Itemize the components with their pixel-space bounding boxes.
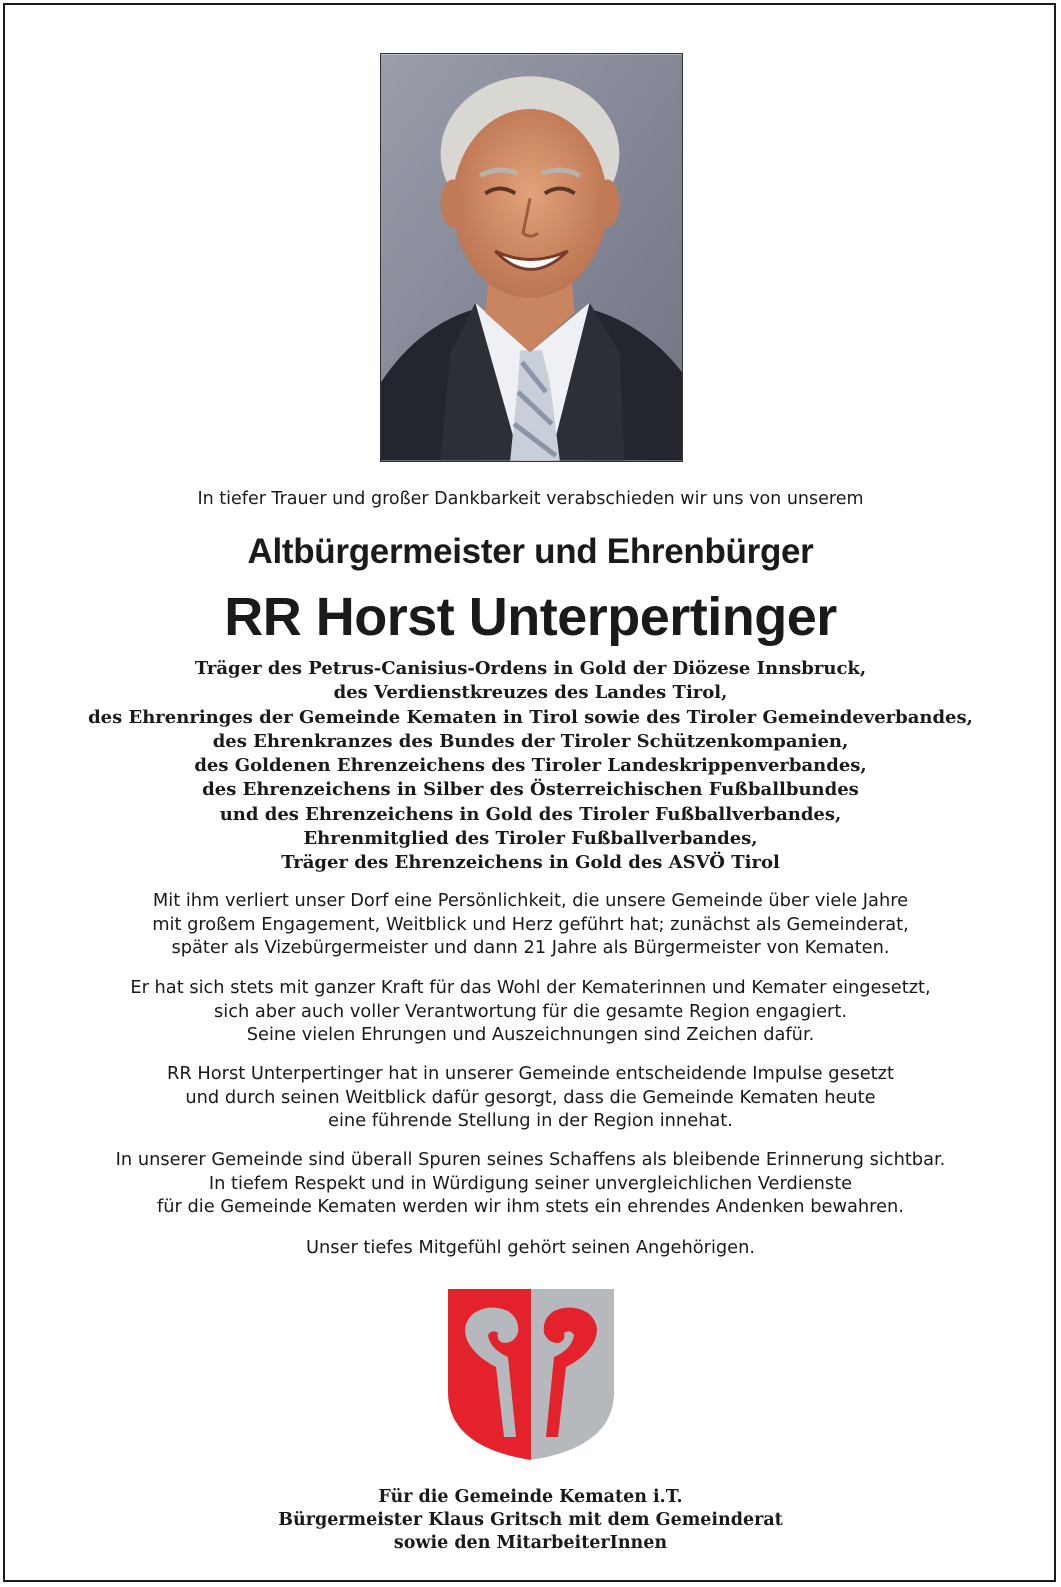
paragraph-condolence	[0, 1236, 1061, 1260]
paragraph-line: RR Horst Unterpertinger hat in unserer Gemeinde entscheidende Impulse gesetzt	[167, 1063, 894, 1084]
signature-line: Für die Gemeinde Kematen i.T.	[378, 1487, 683, 1507]
honor-line: Träger des Petrus-Canisius-Ordens in Gold der Diözese Innsbruck,	[194, 658, 867, 679]
paragraph-line: Seine vielen Ehrungen und Auszeichnungen sind Zeichen dafür.	[246, 1024, 815, 1045]
paragraph-line: Mit ihm verliert unser Dorf eine Persönlichkeit, die unsere Gemeinde über viele Jahre	[152, 890, 909, 911]
paragraph-line: und durch seinen Weitblick dafür gesorgt, dass die Gemeinde Kematen heute	[185, 1086, 876, 1108]
paragraph-line: für die Gemeinde Kematen werden wir ihm stets ein ehrendes Andenken bewahren.	[157, 1196, 904, 1217]
signature-block	[0, 1486, 1061, 1555]
paragraph-commitment	[0, 976, 1061, 1047]
paragraph-memory	[0, 1148, 1061, 1219]
paragraph-line: mit großem Engagement, Weitblick und Herz geführt hat; zunächst als Gemeinderat,	[152, 913, 909, 935]
portrait-photo	[380, 53, 683, 462]
honor-line: des Ehrenringes der Gemeinde Kematen in Tirol sowie des Tiroler Gemeindeverbandes,	[88, 706, 973, 728]
paragraph-tribute	[0, 889, 1061, 960]
paragraph-impulses	[0, 1062, 1061, 1133]
signature-line: Bürgermeister Klaus Gritsch mit dem Gemeinderat	[278, 1510, 783, 1530]
honor-line: Ehrenmitglied des Tiroler Fußballverbandes,	[303, 828, 758, 850]
paragraph-line: später als Vizebürgermeister und dann 21 Jahre als Bürgermeister von Kematen.	[171, 937, 890, 958]
deceased-name: RR Horst Unterpertinger	[224, 587, 837, 647]
paragraph-line: Unser tiefes Mitgefühl gehört seinen Angehörigen.	[305, 1237, 756, 1258]
honor-line: des Ehrenkranzes des Bundes der Tiroler Schützenkompanien,	[212, 730, 849, 752]
honors-list	[0, 657, 1061, 876]
intro-text: In tiefer Trauer und großer Dankbarkeit verabschieden wir uns von unserem	[197, 489, 864, 509]
honor-line: des Verdienstkreuzes des Landes Tirol,	[333, 682, 728, 704]
honor-line: des Goldenen Ehrenzeichens des Tiroler Landeskrippenverbandes,	[194, 755, 867, 777]
paragraph-line: In unserer Gemeinde sind überall Spuren seines Schaffens als bleibende Erinnerung sichtbar.	[115, 1149, 946, 1170]
signature-line: sowie den MitarbeiterInnen	[393, 1533, 668, 1553]
paragraph-line: eine führende Stellung in der Region innehat.	[328, 1110, 733, 1131]
paragraph-line: Er hat sich stets mit ganzer Kraft für das Wohl der Kematerinnen und Kemater eingesetzt,	[130, 977, 931, 998]
paragraph-line: sich aber auch voller Verantwortung für die gesamte Region engagiert.	[214, 1000, 847, 1022]
honor-line: und des Ehrenzeichens in Gold des Tiroler Fußballverbandes,	[219, 803, 842, 825]
coat-of-arms-icon	[446, 1287, 616, 1462]
paragraph-line: In tiefem Respekt und in Würdigung seiner unvergleichlichen Verdienste	[208, 1172, 853, 1194]
honor-line: Träger des Ehrenzeichens in Gold des ASVÖ Tirol	[281, 852, 780, 874]
deceased-role-title: Altbürgermeister und Ehrenbürger	[247, 532, 814, 571]
honor-line: des Ehrenzeichens in Silber des Österreichischen Fußballbundes	[202, 779, 859, 801]
